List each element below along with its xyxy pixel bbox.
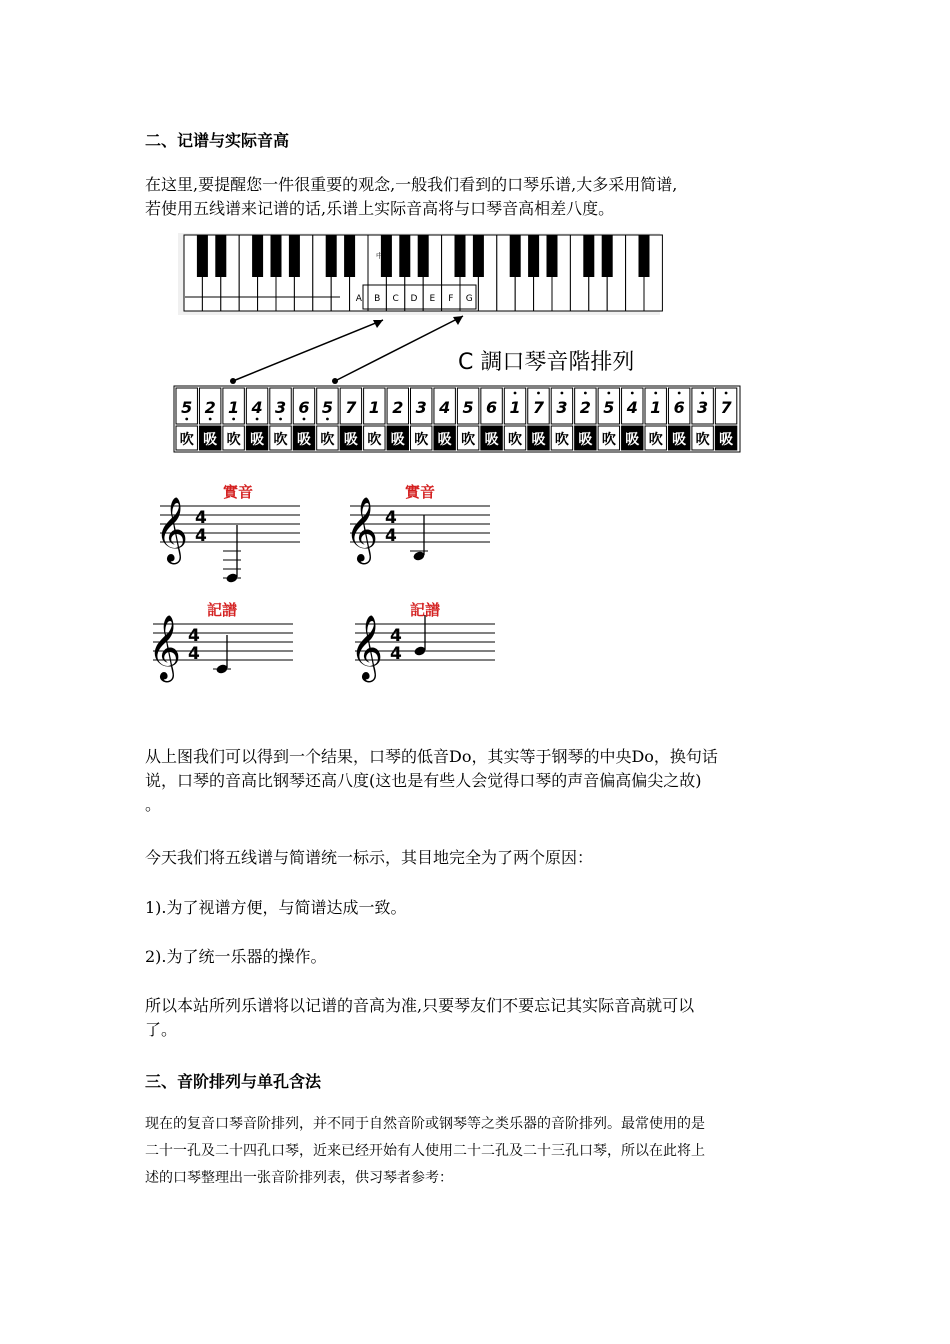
black-key — [252, 235, 263, 277]
time-signature-top: 4 — [385, 508, 397, 528]
actual-pitch-label: 實音 — [405, 483, 436, 501]
draw-label: 吸 — [578, 432, 593, 448]
unify-paragraph: 今天我们将五线谱与简谱统一标示，其目地完全为了两个原因： — [145, 848, 594, 867]
high-octave-dot — [607, 392, 610, 395]
blow-label: 吹 — [554, 432, 569, 448]
harmonica-note: 6 — [486, 398, 498, 417]
draw-label: 吸 — [625, 432, 640, 448]
intro-paragraph — [145, 173, 815, 221]
harmonica-note: 5 — [321, 398, 333, 417]
section-2-title: 二、记谱与实际音高 — [145, 131, 290, 150]
time-signature-top: 4 — [188, 626, 200, 646]
black-key — [289, 235, 300, 277]
black-key — [510, 235, 521, 277]
key-letter: C — [392, 294, 399, 304]
black-key — [418, 235, 429, 277]
high-octave-dot — [725, 392, 728, 395]
low-octave-dot — [185, 418, 188, 421]
written-pitch-label: 記譜 — [410, 601, 441, 619]
time-signature-bottom: 4 — [188, 644, 200, 664]
staff-examples — [145, 475, 505, 690]
draw-label: 吸 — [484, 432, 499, 448]
result-line-1: 从上图我们可以得到一个结果，口琴的低音Do，其实等于钢琴的中央Do，换句话 — [145, 747, 718, 766]
result-paragraph — [145, 745, 815, 817]
staff-actual-left — [155, 483, 300, 584]
result-line-2: 说，口琴的音高比钢琴还高八度(这也是有些人会觉得口琴的声音偏高偏尖之故) — [145, 771, 702, 790]
harmonica-note: 1 — [228, 398, 240, 417]
harmonica-note: 2 — [392, 398, 404, 417]
harmonica-note: 6 — [298, 398, 310, 417]
treble-clef-icon: 𝄞 — [345, 497, 379, 562]
key-letter: D — [410, 294, 418, 304]
conclusion-line-2: 了。 — [145, 1020, 178, 1039]
harmonica-note: 6 — [673, 398, 685, 417]
high-octave-dot — [537, 392, 540, 395]
staff-written-right — [350, 601, 495, 682]
written-pitch-label: 記譜 — [207, 601, 238, 619]
harmonica-note: 1 — [368, 398, 380, 417]
intro-line-2: 若使用五线谱来记谱的话,乐谱上实际音高将与口琴音高相差八度。 — [145, 199, 615, 218]
draw-label: 吸 — [390, 432, 405, 448]
harmonica-note: 2 — [204, 398, 216, 417]
black-key — [473, 235, 484, 277]
draw-label: 吸 — [296, 432, 311, 448]
blow-label: 吹 — [179, 432, 194, 448]
time-signature-bottom: 4 — [385, 526, 397, 546]
blow-label: 吹 — [648, 432, 663, 448]
blow-label: 吹 — [461, 432, 476, 448]
section-3-title: 三、音阶排列与单孔含法 — [145, 1072, 322, 1091]
draw-label: 吸 — [672, 432, 687, 448]
black-key — [197, 235, 208, 277]
time-signature-bottom: 4 — [390, 644, 402, 664]
blow-label: 吹 — [320, 432, 335, 448]
draw-label: 吸 — [203, 432, 218, 448]
conclusion-paragraph — [145, 994, 815, 1042]
black-key — [583, 235, 594, 277]
staff-written-left — [148, 601, 293, 682]
draw-label: 吸 — [531, 432, 546, 448]
key-letter: G — [465, 294, 473, 304]
key-letter: E — [429, 294, 436, 304]
section-3-line-3: 述的口琴整理出一张音阶排列表，供习琴者参考： — [145, 1170, 453, 1186]
high-octave-dot — [514, 392, 517, 395]
harmonica-note: 2 — [579, 398, 591, 417]
harmonica-note: 7 — [345, 398, 357, 417]
high-octave-dot — [561, 392, 564, 395]
result-line-3: 。 — [145, 795, 162, 814]
treble-clef-icon: 𝄞 — [155, 497, 189, 562]
section-3-line-1: 现在的复音口琴音阶排列，并不同于自然音阶或钢琴等之类乐器的音阶排列。最常使用的是 — [145, 1116, 705, 1132]
draw-label: 吸 — [343, 432, 358, 448]
section-3-paragraph — [145, 1111, 815, 1192]
black-key — [399, 235, 410, 277]
black-key — [271, 235, 282, 277]
black-key — [326, 235, 337, 277]
blow-label: 吹 — [367, 432, 382, 448]
arrow-start-dot-2 — [332, 378, 338, 384]
treble-clef-icon: 𝄞 — [148, 615, 182, 680]
blow-label: 吹 — [601, 432, 616, 448]
black-key — [344, 235, 355, 277]
intro-line-1: 在这里,要提醒您一件很重要的观念,一般我们看到的口琴乐谱,大多采用简谱, — [145, 175, 678, 194]
key-letter: B — [374, 294, 381, 304]
time-signature-top: 4 — [195, 508, 207, 528]
low-octave-dot — [232, 418, 235, 421]
harmonica-note: 3 — [415, 398, 427, 417]
black-key — [639, 235, 650, 277]
actual-pitch-label: 實音 — [223, 483, 254, 501]
harmonica-note: 1 — [509, 398, 521, 417]
blow-label: 吹 — [226, 432, 241, 448]
harmonica-note: 5 — [603, 398, 615, 417]
low-octave-dot — [256, 418, 259, 421]
draw-label: 吸 — [437, 432, 452, 448]
high-octave-dot — [631, 392, 634, 395]
harmonica-note: 7 — [532, 398, 545, 417]
reason-1: 1).为了视谱方便，与简谱达成一致。 — [145, 898, 407, 917]
draw-label: 吸 — [719, 432, 734, 448]
key-letter: F — [448, 294, 454, 304]
harmonica-note: 7 — [720, 398, 732, 417]
keyboard-middle-label: 中央 — [376, 252, 390, 260]
harmonica-note: 3 — [274, 398, 287, 417]
harmonica-cells — [176, 388, 737, 450]
low-octave-dot — [303, 418, 306, 421]
arrow-line-1 — [233, 320, 383, 381]
draw-label: 吸 — [250, 432, 265, 448]
diagram-title: C 調口琴音階排列 — [458, 350, 635, 375]
harmonica-note: 3 — [697, 398, 709, 417]
blow-label: 吹 — [273, 432, 288, 448]
black-key — [602, 235, 613, 277]
black-key — [455, 235, 466, 277]
time-signature-bottom: 4 — [195, 526, 207, 546]
black-key — [547, 235, 558, 277]
black-key — [215, 235, 226, 277]
harmonica-note: 1 — [650, 398, 662, 417]
keyboard-harmonica-diagram — [170, 225, 750, 460]
conclusion-line-1: 所以本站所列乐谱将以记谱的音高为准,只要琴友们不要忘记其实际音高就可以 — [145, 996, 695, 1015]
harmonica-note: 4 — [626, 398, 638, 417]
high-octave-dot — [654, 392, 657, 395]
time-signature-top: 4 — [390, 626, 402, 646]
treble-clef-icon: 𝄞 — [350, 615, 384, 680]
key-letter: A — [355, 294, 362, 304]
high-octave-dot — [584, 392, 587, 395]
low-octave-dot — [209, 418, 212, 421]
blow-label: 吹 — [414, 432, 429, 448]
arrow-start-dot-1 — [230, 378, 236, 384]
blow-label: 吹 — [508, 432, 523, 448]
black-key — [528, 235, 539, 277]
reason-2: 2).为了统一乐器的操作。 — [145, 947, 327, 966]
high-octave-dot — [701, 392, 704, 395]
low-octave-dot — [326, 418, 329, 421]
harmonica-note: 3 — [556, 398, 568, 417]
high-octave-dot — [678, 392, 681, 395]
low-octave-dot — [279, 418, 282, 421]
harmonica-note: 5 — [181, 398, 193, 417]
harmonica-note: 4 — [439, 398, 451, 417]
blow-label: 吹 — [695, 432, 710, 448]
harmonica-note: 5 — [462, 398, 474, 417]
harmonica-note: 4 — [251, 398, 263, 417]
section-3-line-2: 二十一孔及二十四孔口琴，近来已经开始有人使用二十二孔及二十三孔口琴，所以在此将上 — [145, 1143, 705, 1159]
arrow-line-2 — [335, 316, 463, 381]
staff-actual-right — [345, 483, 490, 564]
